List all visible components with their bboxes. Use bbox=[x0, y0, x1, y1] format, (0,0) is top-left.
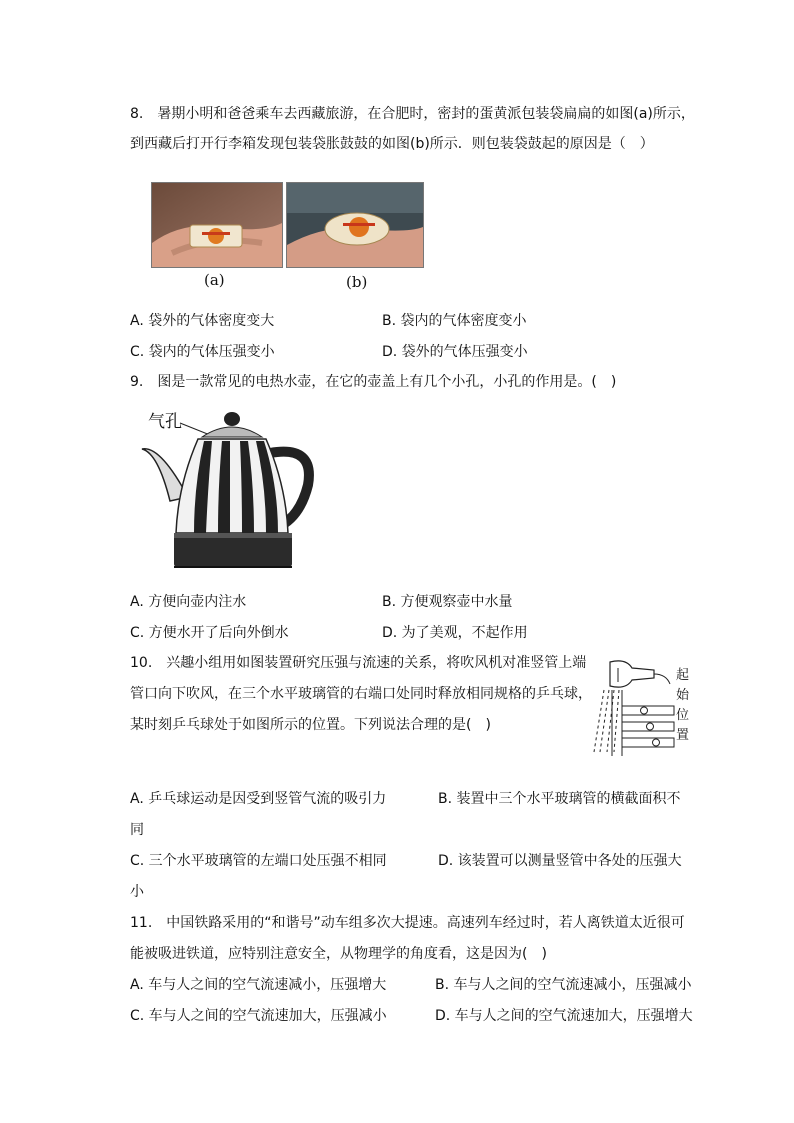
q8-photo-b bbox=[286, 182, 424, 268]
q10-option-b-continued: 同 bbox=[130, 822, 144, 838]
q8-option-a: A. 袋外的气体密度变大 bbox=[130, 313, 275, 329]
q8-stem-line1: 8. 暑期小明和爸爸乘车去西藏旅游，在合肥时，密封的蛋黄派包装袋扁扁的如图(a)所示， bbox=[130, 106, 695, 122]
q10-stem-line1: 10. 兴趣小组用如图装置研究压强与流速的关系，将吹风机对准竖管上端 bbox=[130, 655, 587, 671]
q11-stem-line1: 11. 中国铁路采用的“和谐号”动车组多次大提速。高速列车经过时，若人离铁道太近很可 bbox=[130, 915, 685, 931]
q10-stem-line3: 某时刻乒乓球处于如图所示的位置。下列说法合理的是( ) bbox=[130, 717, 491, 733]
q10-figure-label-4: 置 bbox=[676, 728, 690, 743]
q9-option-d: D. 为了美观，不起作用 bbox=[382, 625, 528, 641]
q8-caption-a: (a) bbox=[204, 271, 225, 289]
q9-option-a: A. 方便向壶内注水 bbox=[130, 594, 247, 610]
q8-option-c: C. 袋内的气体压强变小 bbox=[130, 344, 275, 360]
q10-option-d-continued: 小 bbox=[130, 884, 144, 900]
q11-option-c: C. 车与人之间的空气流速加大，压强减小 bbox=[130, 1008, 387, 1024]
q11-stem-line2: 能被吸进铁道，应特别注意安全，从物理学的角度看，这是因为( ) bbox=[130, 946, 547, 962]
q8-stem-line2: 到西藏后打开行李箱发现包装袋胀鼓鼓的如图(b)所示．则包装袋鼓起的原因是（ ） bbox=[130, 136, 654, 152]
q8-photo-a bbox=[151, 182, 283, 268]
q11-option-b: B. 车与人之间的空气流速减小，压强减小 bbox=[435, 977, 692, 993]
q8-option-d: D. 袋外的气体压强变小 bbox=[382, 344, 528, 360]
q11-option-d: D. 车与人之间的空气流速加大，压强增大 bbox=[435, 1008, 693, 1024]
q9-stem: 9. 图是一款常见的电热水壶，在它的壶盖上有几个小孔，小孔的作用是。( ) bbox=[130, 374, 617, 390]
q8-caption-b: (b) bbox=[346, 273, 368, 291]
q10-figure-label-1: 起 bbox=[676, 668, 690, 683]
q8-option-b: B. 袋内的气体密度变小 bbox=[382, 313, 527, 329]
q10-option-d: D. 该装置可以测量竖管中各处的压强大 bbox=[438, 853, 682, 869]
q9-kettle-figure bbox=[140, 405, 315, 575]
q10-option-b: B. 装置中三个水平玻璃管的横截面积不 bbox=[438, 791, 681, 807]
q9-option-b: B. 方便观察壶中水量 bbox=[382, 594, 513, 610]
q9-option-c: C. 方便水开了后向外倒水 bbox=[130, 625, 289, 641]
q11-option-a: A. 车与人之间的空气流速减小，压强增大 bbox=[130, 977, 387, 993]
q10-option-c: C. 三个水平玻璃管的左端口处压强不相同 bbox=[130, 853, 387, 869]
q10-figure-label-2: 始 bbox=[676, 688, 690, 703]
q10-stem-line2: 管口向下吹风，在三个水平玻璃管的右端口处同时释放相同规格的乒乓球， bbox=[130, 686, 592, 702]
q10-figure-label-3: 位 bbox=[676, 708, 690, 723]
q10-option-a: A. 乒乓球运动是因受到竖管气流的吸引力 bbox=[130, 791, 387, 807]
q9-figure-label: 气孔 bbox=[148, 412, 182, 432]
